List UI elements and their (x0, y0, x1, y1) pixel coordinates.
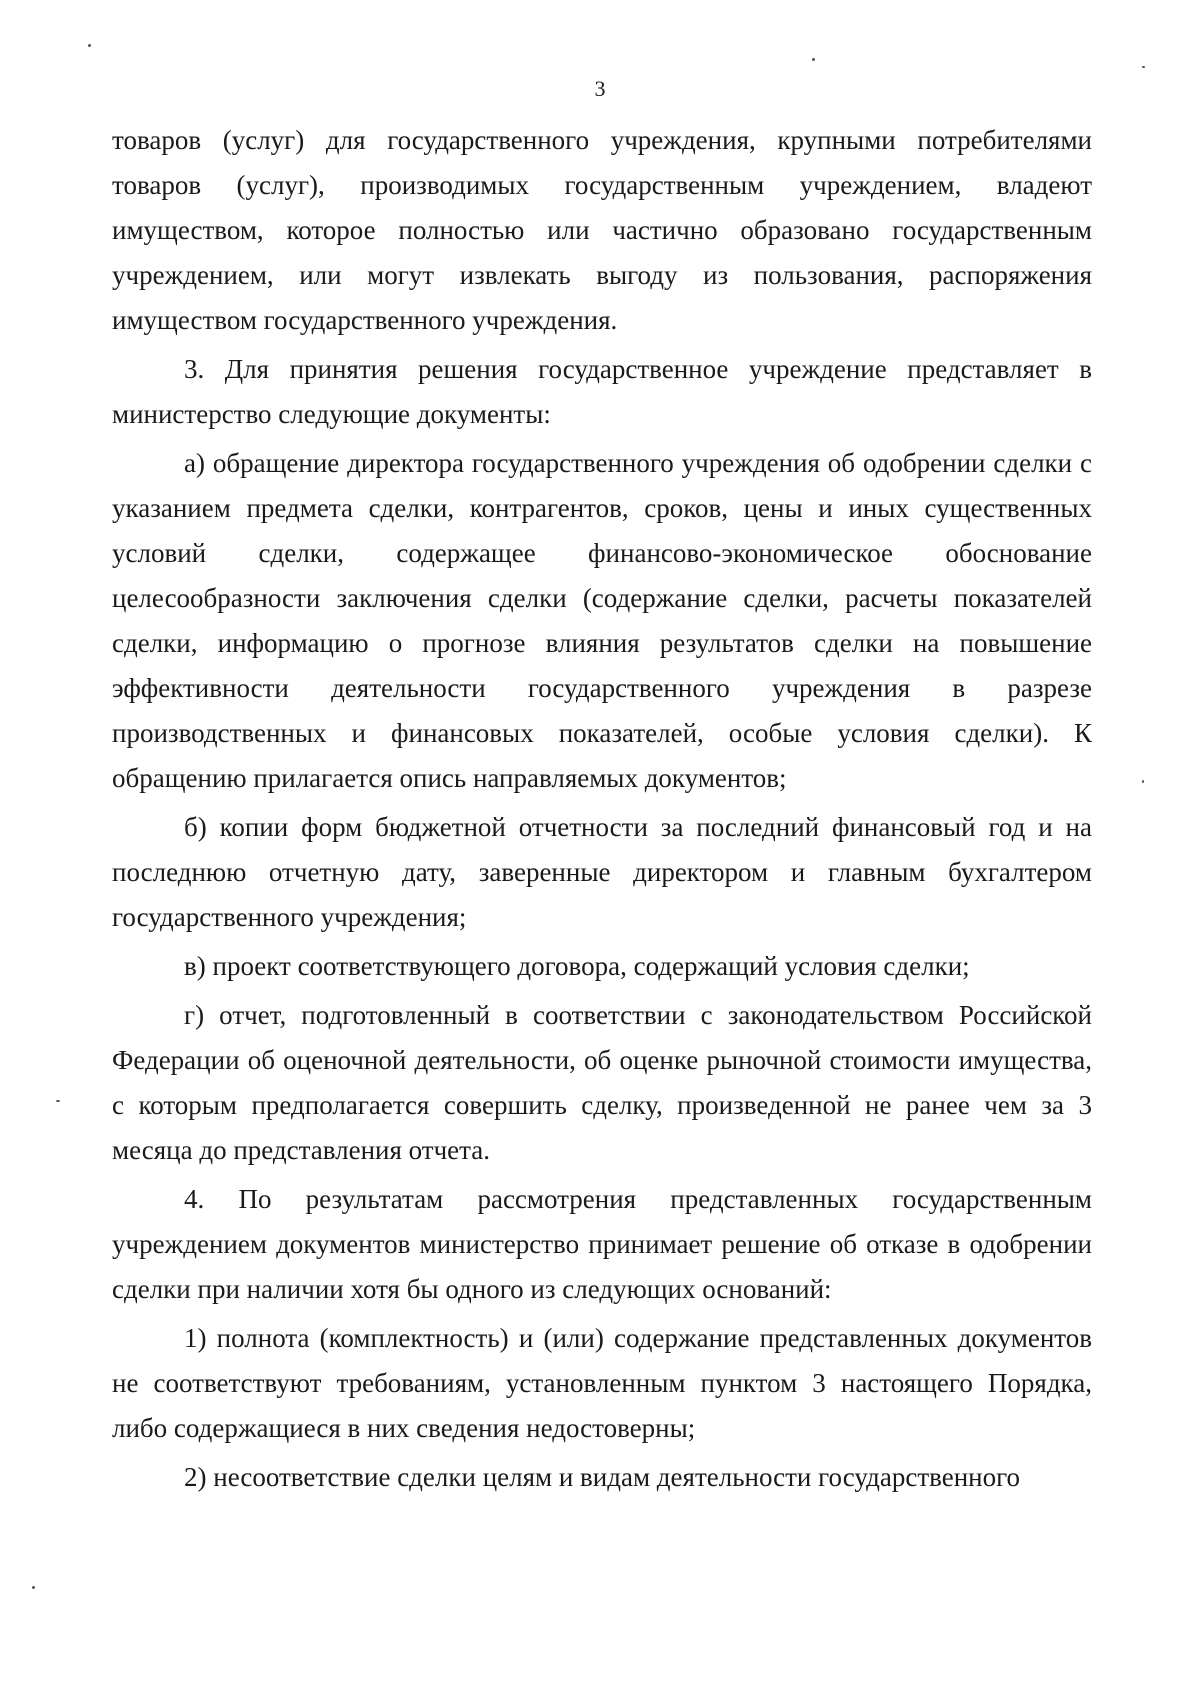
paragraph-item-3a: а) обращение директора государственного учреждения об одобрении сделки с указанием предмета сделки, контрагентов, сроков, цены и иных существенных условий сделки, содержащее финансово-экономическое обоснование целесообразности заключения сделки (содержание сделки, расчеты показателей сделки, информацию о прогнозе влияния результатов сделки на повышение эффективности деятельности государственного учреждения в разрезе производственных и финансовых показателей, особые условия сделки). К обращению прилагается опись направляемых документов; (112, 448, 1092, 793)
scan-speck (812, 58, 815, 61)
paragraph-continuation: товаров (услуг) для государственного учреждения, крупными потребителями товаров (услуг), производимых государственным учреждением, владеют имуществом, которое полностью или частично образовано государственным учреждением, или могут извлекать выгоду из пользования, распоряжения имуществом государственного учреждения. (112, 125, 1092, 335)
paragraph-item-3b: б) копии форм бюджетной отчетности за последний финансовый год и на последнюю отчетную дату, заверенные директором и главным бухгалтером государственного учреждения; (112, 812, 1092, 932)
paragraph-item-3: 3. Для принятия решения государственное учреждение представляет в министерство следующие документы: (112, 354, 1092, 429)
scan-speck (1142, 66, 1145, 68)
scan-speck (32, 1586, 35, 1589)
paragraph-item-3v: в) проект соответствующего договора, содержащий условия сделки; (184, 951, 970, 981)
paragraph-item-3g: г) отчет, подготовленный в соответствии с законодательством Российской Федерации об оценочной деятельности, об оценке рыночной стоимости имущества, с которым предполагается совершить сделку, произведенной не ранее чем за 3 месяца до представления отчета. (112, 1000, 1092, 1165)
document-body (112, 118, 1092, 1500)
paragraph-item-4: 4. По результатам рассмотрения представленных государственным учреждением документов министерство принимает решение об отказе в одобрении сделки при наличии хотя бы одного из следующих оснований: (112, 1184, 1092, 1304)
paragraph-item-4-1: 1) полнота (комплектность) и (или) содержание представленных документов не соответствуют требованиям, установленным пунктом 3 настоящего Порядка, либо содержащиеся в них сведения недостоверны; (112, 1323, 1092, 1443)
scan-speck (1142, 780, 1144, 783)
paragraph-item-4-2: 2) несоответствие сделки целям и видам деятельности государственного (184, 1462, 1020, 1492)
page-number: 3 (594, 76, 606, 101)
scan-speck (56, 1100, 60, 1102)
scan-speck (88, 44, 91, 47)
